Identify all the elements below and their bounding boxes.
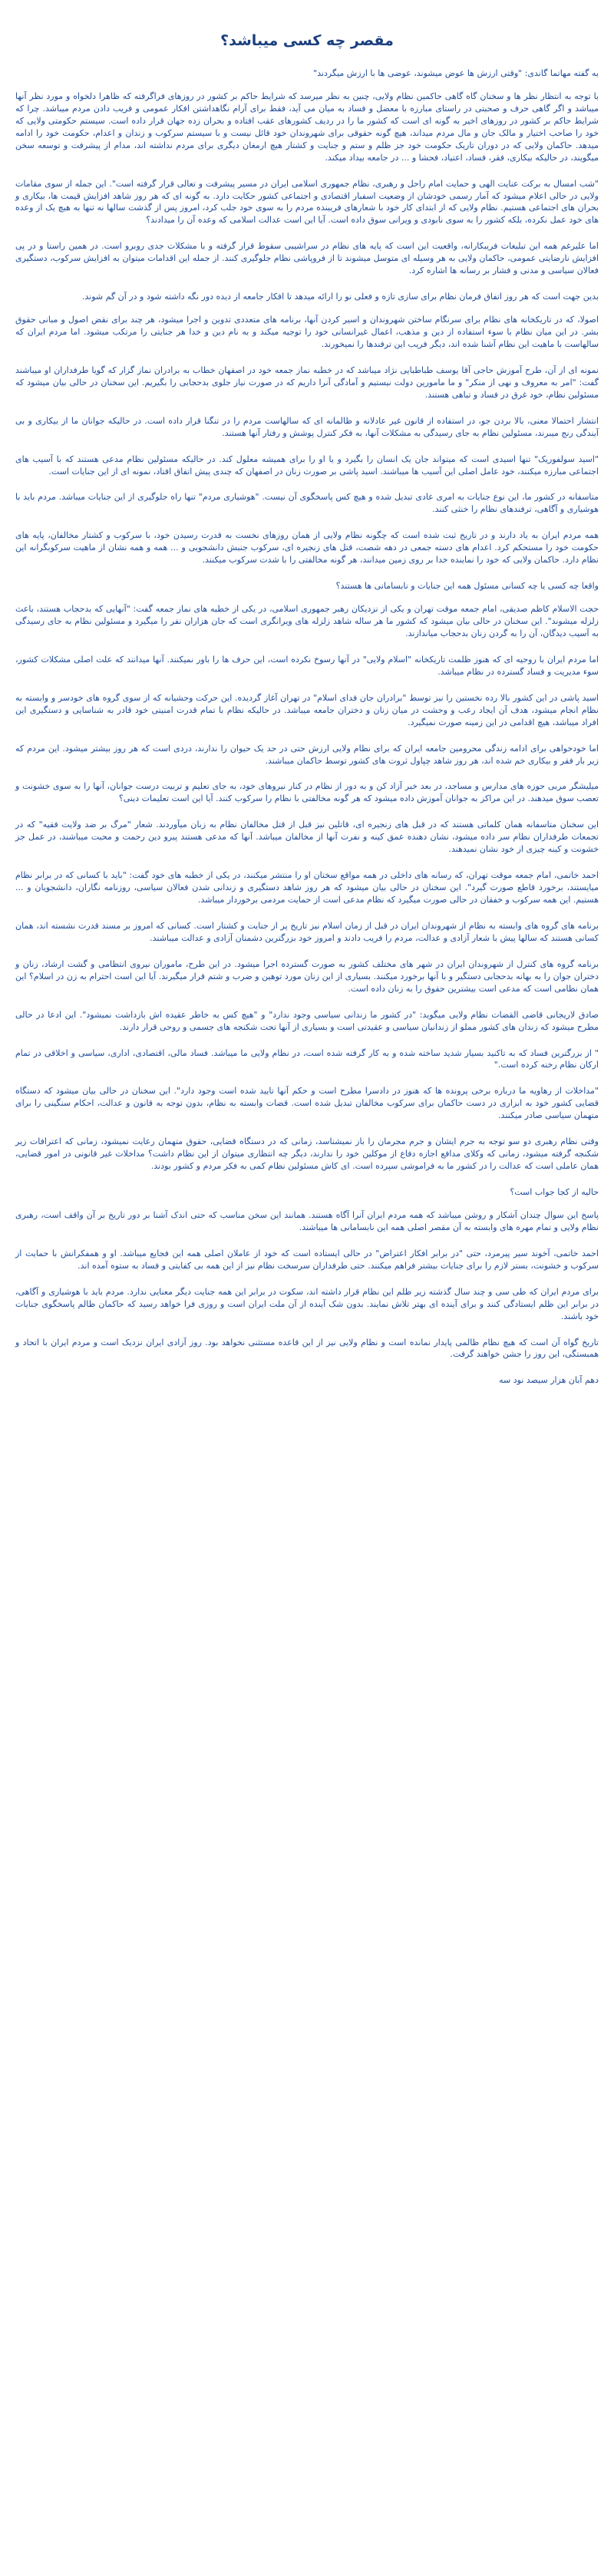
article-paragraph: برای مردم ایران که طی سی و چند سال گذشته زیر ظلم این نظام قرار داشته اند، سکوت در برابر این همه جنایت دیگر معنایی ندارد. مردم باید با هوشیاری و آگاهی، در برابر این ظلم ایستادگی کنند و برای آینده ای بهتر تلاش نمایند. بدون شک آینده از آن ملت ایران است و روزی فرا خواهد رسید که حاکمان ظالم پاسخگوی جنایات خود باشند.	[15, 1286, 599, 1321]
article-paragraph: "شب امسال به برکت عنایت الهی و حمایت امام راحل و رهبری، نظام جمهوری اسلامی ایران در مسیر پیشرفت و تعالی قرار گرفته است". این جمله از سوی مقامات ولایی در حالی اعلام میشود که آمار رسمی خودشان از وضعیت اسفبار اقتصادی و اجتماعی کشور حکایت دارد. به گونه ای که هر روز شاهد افزایش قیمت ها، بیکاری و بحران های اجتماعی هستیم. نظام ولایی که از ابتدای کار خود با شعارهای فریبنده مردم را به سوی خود جلب کرد، امروز پس از گذشت سالها نه تنها به هیچ یک از وعده های خود عمل نکرده، بلکه کشور را به سوی نابودی و ویرانی سوق داده است. آیا این است عدالت اسلامی که وعده آن را میدادند؟	[15, 178, 599, 226]
article-date: دهم آبان هزار سیصد نود سه	[499, 1375, 599, 1386]
article-paragraph: اسید پاشی در این کشور بالا رده نخستین را نیز توسط "برادران جان فدای اسلام" در تهران آغاز گردیده. این حرکت وحشیانه که از سوی گروه های خودسر و وابسته به نظام انجام میشود، هدف آن ایجاد رعب و وحشت در میان زنان و دختران جامعه میباشد. در حالیکه نظام با تمام قدرت امنیتی خود قادر به شناسایی و دستگیری این افراد میباشد، هیچ اقدامی در این زمینه صورت نمیگیرد.	[15, 692, 599, 727]
article-paragraph: برنامه های گروه های وابسته به نظام از شهروندان ایران در قبل از زمان اسلام نیز تاریخ پر از جنایت و کشتار است. کسانی که امروز بر مسند قدرت نشسته اند، همان کسانی هستند که سالها پیش با شعار آزادی و عدالت، مردم را فریب دادند و امروز خود بزرگترین دشمنان آزادی و عدالت میباشند.	[15, 920, 599, 943]
article-paragraph: وقتی نظام رهبری دو سو توجه به جرم ایشان و جرم مجرمان را باز نمیشناسد، زمانی که در دستگاه قضایی، حقوق متهمان رعایت نمیشود، زمانی که اعترافات زیر شکنجه گرفته میشود، زمانی که وکلای مدافع اجازه دفاع از موکلین خود را ندارند، دیگر چه انتظاری میتوان از این نظام داشت؟ مداخلات غیر قانونی در امور قضایی، همان عاملی است که عدالت را در کشور ما به فراموشی سپرده است. ای کاش مسئولین نظام کمی به فکر مردم و کشور بودند.	[15, 1136, 599, 1172]
article-paragraph: با توجه به انتظار نظر ها و سخنان گاه گاهی حاکمین نظام ولایی، چنین به نظر میرسد که شرایط حاکم بر کشور در روزهای فراگرفته که ظاهرا دلخواه و مورد نظر آنها میباشد و اگر گاهی حرف و صحبتی در راستای مبارزه با معضل و فساد به میان می آید، فقط برای آرام نگاهداشتن افکار عمومی و فریب دادن مردم میباشد. چرا که شرایط حاکم بر کشور در روزهای اخیر به گونه ای است که کشور ما را در ردیف کشورهای عقب افتاده و بحران زده جهان قرار داده است. سیستم حکومتی ولایی که خود را صاحب اختیار و مالک جان و مال مردم میداند، هیچ گونه حقوقی برای شهروندان خود قائل نیست و با سیستم سرکوب و زندان و اعدام، حکومت خود را ادامه میدهد. حاکمان ولایی که در دوران تاریک حکومت خود جز ظلم و ستم و جنایت و کشتار هیچ ارمغان دیگری برای مردم نداشته اند، مدام از پیشرفت و توسعه سخن میگویند، در حالیکه بیکاری، فقر، فساد، اعتیاد، فحشا و ... در جامعه بیداد میکند.	[15, 91, 599, 163]
article-paragraph: اما مردم ایران با روحیه ای که هنوز ظلمت تاریکخانه "اسلام ولایی" در آنها رسوخ نکرده است، این حرف ها را باور نمیکنند. آنها میدانند که علت اصلی مشکلات کشور، سوء مدیریت و فساد گسترده در نظام میباشد.	[15, 654, 599, 677]
article-paragraph: به گفته مهاتما گاندی: "وقتی ارزش ها عوض میشوند، عوضی ها با ارزش میگردند"	[313, 68, 599, 78]
page-title: مقصر چه کسی میباشد؟	[220, 32, 394, 49]
article-paragraph: اما خودخواهی برای ادامه زندگی محرومین جامعه ایران که برای نظام ولایی ارزش حتی در حد یک حیوان را ندارند، دردی است که هر روز بیشتر میشود. این مردم که زیر بار فقر و بیکاری خم شده اند، هر روز شاهد چپاول ثروت های کشور توسط حاکمان میباشند.	[15, 743, 599, 766]
article-paragraph: پاسخ این سوال چندان آشکار و روشن میباشد که همه مردم ایران آنرا آگاه هستند. همانند این سخن مناسب که حتی اندک آشنا بر دور تاریخ بر آن واقف است، رهبری نظام ولایی و تمام مهره های وابسته به آن مقصر اصلی همه این نابسامانی ها میباشند.	[15, 1209, 599, 1232]
article-paragraph: اما علیرغم همه این تبلیغات فریبکارانه، واقعیت این است که پایه های نظام در سراشیبی سقوط قرار گرفته و با مشکلات جدی روبرو است. در همین راستا و در پی افزایش نارضایتی عمومی، حاکمان ولایی به هر وسیله ای متوسل میشوند تا از فروپاشی نظام جلوگیری کنند. از جمله این اقدامات میتوان به افزایش سرکوب، دستگیری فعالان سیاسی و مدنی و فشار بر رسانه ها اشاره کرد.	[15, 241, 599, 276]
article-paragraph: میلیشگر مربی حوزه های مدارس و مساجد، در بعد خبر آزاد کن و به دور از نظام در کنار نیروهای خود، به جای تعلیم و تربیت درست جوانان، آنها را به سوی خشونت و تعصب سوق میدهند. در این مراکز به جوانان آموزش داده میشود که هر گونه مخالفتی با نظام را سرکوب کنند. آیا این است تعلیمات دینی؟	[15, 781, 599, 804]
article-paragraph: متاسفانه در کشور ما، این نوع جنایات به امری عادی تبدیل شده و هیچ کس پاسخگوی آن نیست. "هوشیاری مردم" تنها راه جلوگیری از این جنایات میباشد. مردم باید با هوشیاری و آگاهی، ترفندهای نظام را خنثی کنند.	[15, 492, 599, 515]
article-paragraph: "اسید سولفوریک" تنها اسیدی است که میتواند جان یک انسان را بگیرد و یا او را برای همیشه معلول کند. در حالیکه مسئولین نظام مدعی هستند که با آسیب های اجتماعی مبارزه میکنند، خود عامل اصلی این آسیب ها میباشند. اسید پاشی بر صورت زنان در اصفهان که چندی پیش اتفاق افتاد، نمونه ای از این جنایات است.	[15, 454, 599, 477]
article-paragraph: همه مردم ایران به یاد دارند و در تاریخ ثبت شده است که چگونه نظام ولایی از همان روزهای نخست به قدرت رسیدن خود، با سرکوب و کشتار مخالفان، پایه های حکومت خود را مستحکم کرد. اعدام های دسته جمعی در دهه شصت، قتل های زنجیره ای، سرکوب جنبش دانشجویی و ... همه و همه نشان از ماهیت سرکوبگرانه این نظام دارد. حاکمان ولایی که خود را نماینده خدا بر روی زمین میدانند، هر گونه مخالفتی را با شدت سرکوب میکنند.	[15, 530, 599, 566]
article-paragraph: تاریخ گواه آن است که هیچ نظام ظالمی پایدار نمانده است و نظام ولایی نیز از این قاعده مستثنی نخواهد بود. روز آزادی ایران نزدیک است و مردم ایران با اتحاد و همبستگی، این روز را جشن خواهند گرفت.	[15, 1337, 599, 1360]
article-paragraph: واقعا چه کسی یا چه کسانی مسئول همه این جنایات و نابسامانی ها هستند؟	[335, 581, 599, 592]
article-page	[15, 0, 599, 1387]
article-paragraph: صادق لاریجانی قاضی القضات نظام ولایی میگوید: "در کشور ما زندانی سیاسی وجود ندارد" و "هیچ کس به خاطر عقیده اش بازداشت نمیشود". این ادعا در حالی مطرح میشود که زندان های کشور مملو از زندانیان سیاسی و عقیدتی است و بسیاری از آنها تحت شکنجه های جسمی و روحی قرار دارند.	[15, 1009, 599, 1032]
article-paragraph: احمد خاتمی، امام جمعه موقت تهران، که رسانه های داخلی در همه مواقع سخنان او را منتشر میکنند، در یکی از خطبه های خود گفت: "باید با کسانی که در برابر نظام میایستند، برخورد قاطع صورت گیرد". این سخنان در حالی بیان میشود که هر روز شاهد دستگیری و زندانی شدن فعالان سیاسی، روزنامه نگاران، دانشجویان و ... هستیم. این همه سرکوب و خفقان در حالی صورت میگیرد که نظام مدعی است از حمایت مردمی برخوردار میباشد.	[15, 870, 599, 905]
article-paragraph: بدین جهت است که هر روز اتفاق فرمان نظام برای سازی تازه و فعلی نو را ارائه میدهد تا افکار جامعه از دیده دور نگه داشته شود و در آن گم شوند.	[81, 292, 599, 302]
article-paragraph: نمونه ای از آن، طرح آموزش حاجی آقا یوسف طباطبایی نژاد میباشد که در خطبه نماز جمعه خود در اصفهان خطاب به برادران نماز گزار که گویا طرفداران او میباشند گفت: "امر به معروف و نهی از منکر" و ما مامورین دولت نیستیم و آمادگی آنرا داریم که در صورت نیاز جلوی بدحجابی را بگیریم. این سخنان در حالی بیان میشود که مسئولین نظام، خود غرق در فساد و تباهی هستند.	[15, 364, 599, 400]
article-paragraph: برنامه گروه های کنترل از شهروندان ایران در شهر های مختلف کشور به صورت گسترده اجرا میشود. در این طرح، ماموران نیروی انتظامی و گشت ارشاد، زنان و دختران جوان را به بهانه بدحجابی دستگیر و با آنها برخورد میکنند. بسیاری از این زنان مورد توهین و ضرب و شتم قرار میگیرند. آیا این است احترام به زن در اسلام؟ این همان نظامی است که مدعی است بیشترین حقوق را به زنان داده است.	[15, 958, 599, 994]
article-paragraph: این سخنان متاسفانه همان کلماتی هستند که در قبل های زنجیره ای، قاتلین نیز قبل از قتل مخالفان نظام به زبان میآوردند. شعار "مرگ بر ضد ولایت فقیه" که در تجمعات طرفداران نظام سر داده میشود، نشان دهنده عمق کینه و نفرت آنها از مخالفان میباشد. آنها که مدعی هستند پیرو دین رحمت و محبت میباشند، در عمل جز خشونت و کینه چیزی از خود نشان نمیدهند.	[15, 820, 599, 855]
article-paragraph: احمد خاتمی، آخوند سیر پیرمرد، حتی "در برابر افکار اعتراض" در حالی ایستاده است که خود از عاملان اصلی همه این فجایع میباشد. او و همفکرانش با حمایت از سرکوب و خشونت، بستر لازم را برای جنایات بیشتر فراهم میکنند. حتی طرفداران سرسخت نظام نیز از این همه بی کفایتی و فساد به ستوه آمده اند.	[15, 1248, 599, 1271]
article-paragraph: انتشار احتمالا معنی، بالا بردن جو، در استفاده از قانون غیر عادلانه و ظالمانه ای که سالهاست مردم را در تنگنا قرار داده است. در حالیکه جوانان ما از بیکاری و بی آیندگی رنج میبرند، مسئولین نظام به جای رسیدگی به مشکلات آنها، به فکر کنترل پوشش و رفتار آنها هستند.	[15, 415, 599, 438]
article-paragraph: "مداخلات از رهاویه ما درباره برخی پرونده ها که هنوز در دادسرا مطرح است و حکم آنها تایید شده است وجود دارد". این سخنان در حالی بیان میشود که دستگاه قضایی کشور خود به ابزاری در دست حاکمان برای سرکوب مخالفان تبدیل شده است. قضات وابسته به نظام، بدون توجه به قانون و عدالت، احکام سنگینی را برای متهمان سیاسی صادر میکنند.	[15, 1086, 599, 1121]
article-paragraph: حالیه از کجا جواب است؟	[510, 1187, 599, 1197]
article-paragraph: حجت الاسلام کاظم صدیقی، امام جمعه موقت تهران و یکی از نزدیکان رهبر جمهوری اسلامی، در یکی از خطبه های نماز جمعه گفت: "آنهایی که بدحجاب هستند، باعث زلزله میشوند". این سخنان در حالی بیان میشود که کشور ما هر ساله شاهد زلزله های ویرانگری است که جان هزاران نفر را میگیرد و مسئولین نظام به جای رسیدگی به آسیب دیدگان، آن را به گردن زنان بدحجاب میاندازند.	[15, 604, 599, 638]
article-body	[15, 68, 599, 1387]
article-paragraph: " از بزرگترین فساد که به تاکنید بسیار شدید ساخته شده و به کار گرفته شده است، در نظام ولایی ما میباشد. فساد مالی، اقتصادی، اداری، سیاسی و اخلاقی در تمام ارکان نظام رخنه کرده است."	[15, 1047, 599, 1070]
article-paragraph: اصولا، که در تاریکخانه های نظام برای سرنگام ساختن شهروندان و اسیر کردن آنها، برنامه های متعددی تدوین و اجرا میشود، هر چند برای نقض اصول و مبانی حقوق بشر. در این میان نظام با سوء استفاده از دین و مذهب، اعمال غیرانسانی خود را توجیه میکند و به نام دین و خدا هر جنایتی را مرتکب میشود. اما مردم ایران که سالهاست با ماهیت این نظام آشنا شده اند، دیگر فریب این ترفندها را نمیخورند.	[15, 315, 599, 349]
